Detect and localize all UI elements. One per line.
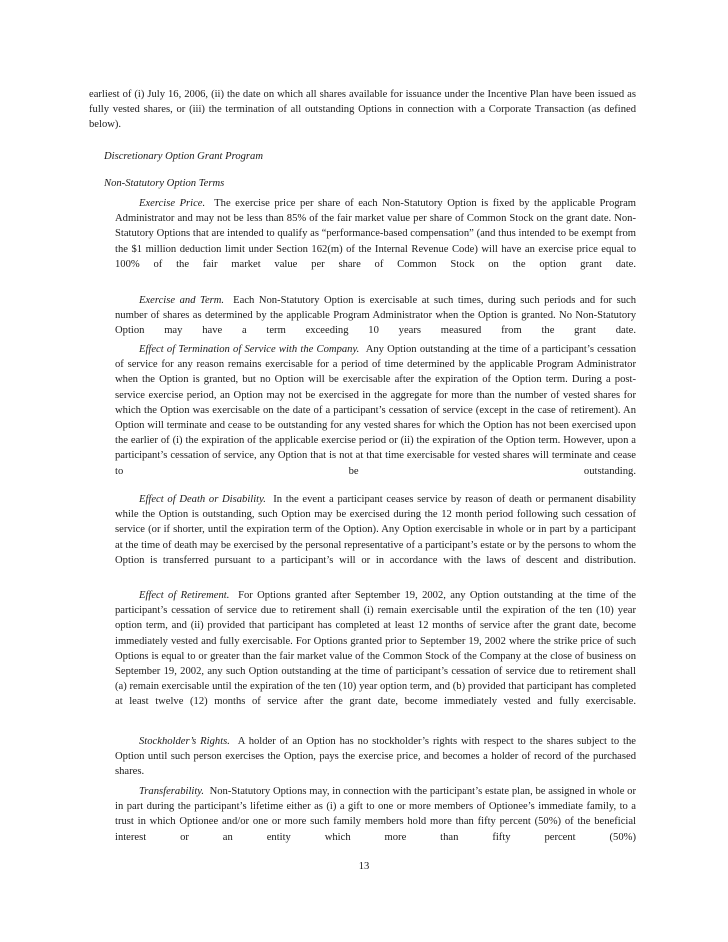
page-number: 13	[358, 861, 370, 872]
section-title: Exercise Price.	[139, 198, 206, 209]
section-title: Effect of Termination of Service with the Company.	[139, 344, 360, 355]
section-body: The exercise price per share of each Non-Statutory Option is fixed by the applicable Program Administrator and may not be less than 85% of the fair market value per share of Common Stock on the grant date. Non-Statutory Options that are intended to qualify as “performance-based compensation” (and thus intended to be exempt from the $1 million deduction limit under Section 162(m) of the Internal Revenue Code) will have an exercise price equal to 100% of the fair market value per share of Common Stock on the option grant date.	[115, 198, 637, 270]
section-body: A holder of an Option has no stockholder’s rights with respect to the shares subject to the Option until such person exercises the Option, pays the exercise price, and becomes a holder of record of the purchased shares.	[115, 736, 636, 778]
section-exercise-price	[115, 196, 636, 287]
section-body: In the event a participant ceases service by reason of death or permanent disability while the Option is outstanding, such Option may be exercised during the 12 month period following such cessation of service (or if shorter, until the expiration term of the Option). Any Option exercisable in whole or in part by a participant at the time of death may be exercised by the personal representative of a participant’s estate or by the persons to whom the Option is transferred pursuant to a participant’s will or in accordance with the laws of descent and distribution.	[115, 494, 636, 566]
section-title: Effect of Retirement.	[139, 590, 230, 601]
section-title: Transferability.	[139, 786, 205, 797]
section-effect-of-retirement	[115, 588, 636, 725]
heading-non-statutory-terms: Non-Statutory Option Terms	[104, 178, 225, 189]
section-title: Exercise and Term.	[139, 295, 225, 306]
section-body: Non-Statutory Options may, in connection with the participant’s estate plan, be assigned in whole or in part during the participant’s lifetime either as (i) a gift to one or more members of Optionee’s immediate family, to a trust in which Optionee and/or one or more such family members hold more than fifty percent (50%) of the beneficial interest or an entity which more than fifty percent (50%)	[115, 786, 636, 843]
section-body: For Options granted after September 19, 2002, any Option outstanding at the time of the participant’s cessation of service due to retirement shall (i) remain exercisable until the expiration of the ten (10) year option term, and (ii) provided that participant has completed at least 12 months of service after the grant date, become immediately vested and fully exercisable. For Options granted prior to September 19, 2002 where the strike price of such Options is equal to or greater than the fair market value of the Common Stock of the Company at the close of business on September 19, 2002, any such Option outstanding at the time of participant’s cessation of service due to retirement shall (a) remain exercisable until the expiration of the ten (10) year option term, and (b) provided that participant has completed at least twelve (12) months of service after the grant date, become immediately vested and fully exercisable.	[115, 590, 636, 708]
section-title: Effect of Death or Disability.	[139, 494, 266, 505]
section-transferability	[115, 784, 636, 860]
section-effect-of-termination	[115, 342, 636, 494]
section-title: Stockholder’s Rights.	[139, 736, 230, 747]
intro-paragraph: earliest of (i) July 16, 2006, (ii) the date on which all shares available for issuance under the Incentive Plan have been issued as fully vested shares, or (iii) the termination of all outstanding Options in connection with a Corporate Transaction (as defined below).	[89, 89, 636, 131]
heading-discretionary-program: Discretionary Option Grant Program	[104, 151, 263, 162]
section-death-or-disability	[115, 492, 636, 583]
section-body: Any Option outstanding at the time of a participant’s cessation of service for any reason remains exercisable for a period of time determined by the applicable Program Administrator when the Option is granted, but no Option will be exercisable after the expiration of the Option term. During a post-service exercise period, an Option may not be exercised in the aggregate for more than the number of vested shares for which the Option was exercisable on the date of a participant’s cessation of service (except in the case of retirement). An Option will terminate and cease to be outstanding for any vested shares for which the Option has not been exercised upon the earlier of (i) the expiration of the applicable exercise period or (ii) the expiration of the Option term. However, upon a participant’s cessation of service, any Option that is not at that time exercisable for vested shares will terminate and cease to be outstanding.	[115, 344, 637, 477]
section-body: Each Non-Statutory Option is exercisable at such times, during such periods and for such number of shares as determined by the applicable Program Administrator when the Option is granted. No Non-Statutory Option may have a term exceeding 10 years measured from the grant date.	[115, 295, 636, 337]
